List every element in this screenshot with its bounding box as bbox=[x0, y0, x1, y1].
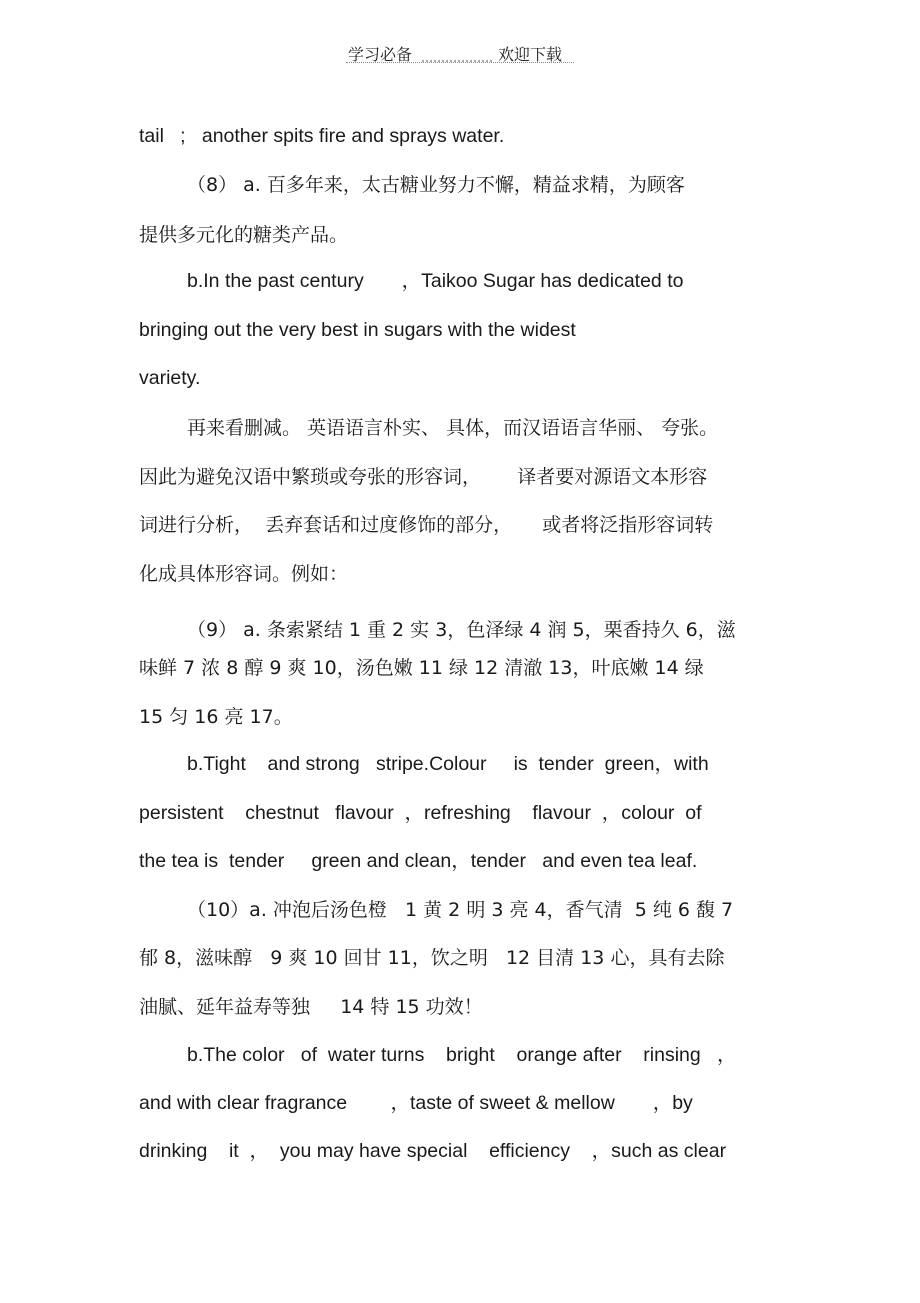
text-line-8: 因此为避免汉语中繁琐或夸张的形容词， 译者要对源语文本形容 bbox=[139, 466, 708, 488]
text-line-14: b.Tight and strong stripe.Colour is tender green，with bbox=[187, 753, 709, 775]
text-line-3: 提供多元化的糖类产品。 bbox=[139, 224, 349, 246]
text-line-17: （10）a. 冲泡后汤色橙 1 黄 2 明 3 亮 4，香气清 5 纯 6 馥 7 bbox=[187, 899, 734, 921]
text-line-9: 词进行分析， 丢弃套话和过度修饰的部分， 或者将泛指形容词转 bbox=[139, 514, 714, 536]
page-header bbox=[0, 42, 920, 66]
text-line-12: 味鲜 7 浓 8 醇 9 爽 10，汤色嫩 11 绿 12 清澈 13，叶底嫩 14 绿 bbox=[139, 657, 704, 679]
header-left-text: 学习必备 bbox=[348, 45, 413, 64]
text-line-18: 郁 8，滋味醇 9 爽 10 回甘 11，饮之明 12 目清 13 心，具有去除 bbox=[139, 947, 725, 969]
text-line-16: the tea is tender green and clean，tender and even tea leaf. bbox=[139, 850, 698, 872]
text-line-20: b.The color of water turns bright orange after rinsing ， bbox=[187, 1044, 737, 1066]
header-rule bbox=[346, 62, 574, 63]
text-line-5: bringing out the very best in sugars with the widest bbox=[139, 319, 576, 341]
text-line-2: （8） a. 百多年来，太古糖业努力不懈，精益求精，为顾客 bbox=[187, 174, 685, 196]
text-line-6: variety. bbox=[139, 367, 201, 389]
text-line-13: 15 匀 16 亮 17。 bbox=[139, 706, 293, 728]
text-line-10: 化成具体形容词。例如： bbox=[139, 563, 349, 585]
text-line-11: （9） a. 条索紧结 1 重 2 实 3，色泽绿 4 润 5，栗香持久 6，滋 bbox=[187, 619, 736, 641]
text-line-19: 油腻、延年益寿等独 14 特 15 功效！ bbox=[139, 996, 483, 1018]
header-watermark-dots bbox=[422, 52, 492, 62]
text-line-7: 再来看删减。 英语语言朴实、 具体，而汉语语言华丽、 夸张。 bbox=[187, 417, 719, 439]
text-line-4: b.In the past century ，Taikoo Sugar has dedicated to bbox=[187, 270, 684, 292]
text-line-1: tail ; another spits fire and sprays water. bbox=[139, 125, 505, 147]
header-right-text: 欢迎下载 bbox=[498, 45, 563, 64]
text-line-15: persistent chestnut flavour ，refreshing flavour ，colour of bbox=[139, 802, 702, 824]
text-line-21: and with clear fragrance ，taste of sweet & mellow ，by bbox=[139, 1092, 693, 1114]
text-line-22: drinking it ， you may have special efficiency ，such as clear bbox=[139, 1140, 727, 1162]
